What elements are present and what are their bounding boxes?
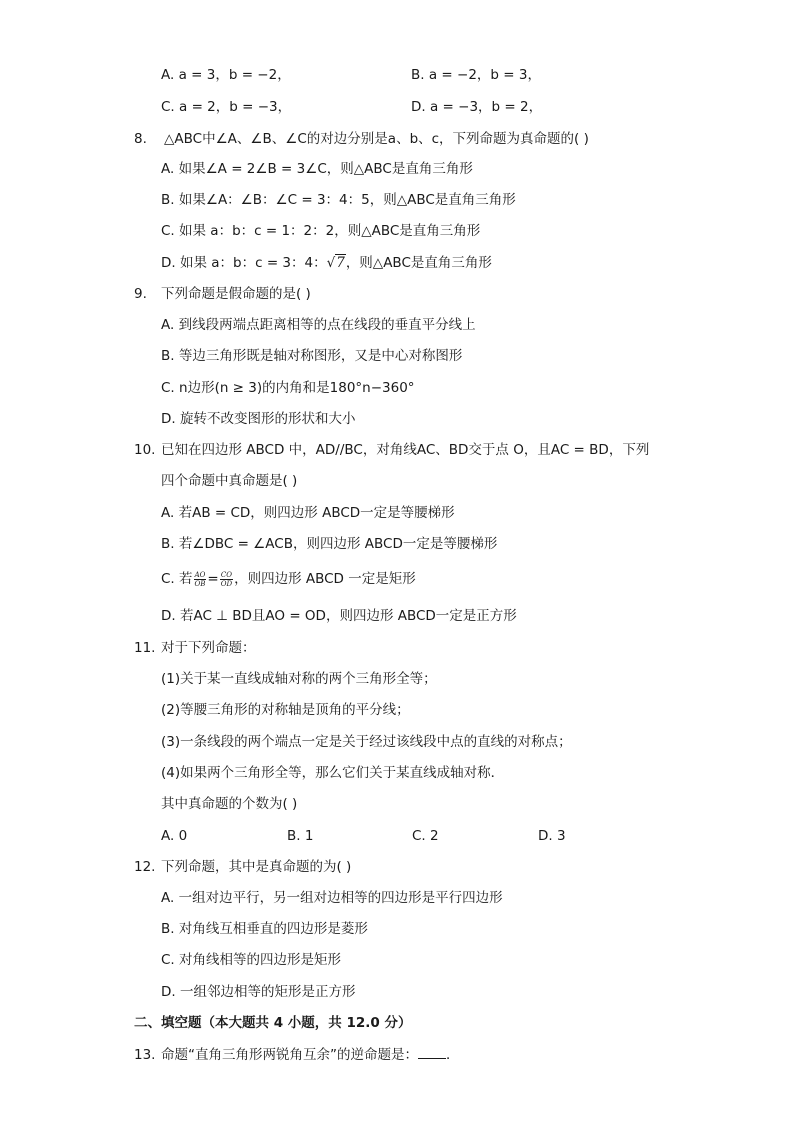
q13-stem-end: ． <box>446 1047 460 1063</box>
q9-option-b: B. 等边三角形既是轴对称图形，又是中心对称图形 <box>161 348 463 364</box>
q8-option-d-radicand: 7 <box>336 255 345 271</box>
q10-option-a: A. 若AB = CD，则四边形 ABCD一定是等腰梯形 <box>161 505 455 521</box>
q8-option-d-suffix: ，则△ABC是直角三角形 <box>345 255 492 271</box>
q11-number: 11. <box>134 640 156 656</box>
q11-statement-2: (2)等腰三角形的对称轴是顶角的平分线； <box>161 702 410 718</box>
q11-option-d: D. 3 <box>538 828 566 844</box>
q12-stem: 下列命题，其中是真命题的为( ) <box>161 859 352 875</box>
q12-number: 12. <box>134 859 156 875</box>
fraction-ao-ob <box>194 571 207 588</box>
q9-option-c: C. n边形(n ≥ 3)的内角和是180°n−360° <box>161 380 415 396</box>
q12-option-c: C. 对角线相等的四边形是矩形 <box>161 952 342 968</box>
q7-option-a: A. a = 3，b = −2， <box>161 67 291 83</box>
q7-option-d: D. a = −3，b = 2， <box>411 99 543 115</box>
q12-option-a: A. 一组对边平行，另一组对边相等的四边形是平行四边形 <box>161 890 503 906</box>
q11-option-a: A. 0 <box>161 828 188 844</box>
q11-stem: 对于下列命题： <box>161 640 256 656</box>
q8-stem: △ABC中∠A、∠B、∠C的对边分别是a、b、c，下列命题为真命题的( ) <box>164 131 589 147</box>
answer-blank <box>418 1044 446 1059</box>
q10-stem-line-1: 已知在四边形 ABCD 中，AD//BC，对角线AC、BD交于点 O，且AC = BD，下列 <box>161 442 650 458</box>
sqrt-symbol: √7 <box>326 255 345 271</box>
q8-option-d-prefix: D. 如果 a：b：c = 3：4： <box>161 255 327 271</box>
q11-statement-4: (4)如果两个三角形全等，那么它们关于某直线成轴对称． <box>161 765 505 781</box>
q9-number: 9. <box>134 286 147 302</box>
q10-stem-line-2: 四个命题中真命题是( ) <box>161 473 298 489</box>
q11-statement-1: (1)关于某一直线成轴对称的两个三角形全等； <box>161 671 437 687</box>
q11-option-c: C. 2 <box>412 828 439 844</box>
section-2-heading: 二、填空题（本大题共 4 小题，共 12.0 分） <box>134 1015 412 1031</box>
q10-option-c-prefix: C. 若 <box>161 571 193 587</box>
q8-number: 8. <box>134 131 147 147</box>
fraction-numerator: AO <box>194 570 206 579</box>
q10-number: 10. <box>134 442 156 458</box>
q8-option-b: B. 如果∠A：∠B：∠C = 3：4：5，则△ABC是直角三角形 <box>161 192 516 208</box>
q10-option-c <box>161 568 416 590</box>
q12-option-d: D. 一组邻边相等的矩形是正方形 <box>161 984 356 1000</box>
fraction-co-od <box>220 571 233 588</box>
fraction-numerator: CO <box>220 570 232 579</box>
q13-stem-text: 命题“直角三角形两锐角互余”的逆命题是： <box>161 1047 418 1063</box>
q11-ask: 其中真命题的个数为( ) <box>161 796 298 812</box>
q10-option-d: D. 若AC ⊥ BD且AO = OD，则四边形 ABCD一定是正方形 <box>161 608 517 624</box>
q13-stem <box>161 1044 460 1066</box>
q11-option-b: B. 1 <box>287 828 314 844</box>
q13-number: 13. <box>134 1047 156 1063</box>
q8-option-d <box>161 252 492 274</box>
q8-option-c: C. 如果 a：b：c = 1：2：2，则△ABC是直角三角形 <box>161 223 481 239</box>
q12-option-b: B. 对角线互相垂直的四边形是菱形 <box>161 921 368 937</box>
q8-option-a: A. 如果∠A = 2∠B = 3∠C，则△ABC是直角三角形 <box>161 161 473 177</box>
q11-statement-3: (3)一条线段的两个端点一定是关于经过该线段中点的直线的对称点； <box>161 734 572 750</box>
equals-sign: = <box>207 571 219 587</box>
q7-option-c: C. a = 2，b = −3， <box>161 99 292 115</box>
q10-option-b: B. 若∠DBC = ∠ACB，则四边形 ABCD一定是等腰梯形 <box>161 536 498 552</box>
q9-option-a: A. 到线段两端点距离相等的点在线段的垂直平分线上 <box>161 317 476 333</box>
q9-option-d: D. 旋转不改变图形的形状和大小 <box>161 411 356 427</box>
q7-option-b: B. a = −2，b = 3， <box>411 67 541 83</box>
q10-option-c-suffix: ，则四边形 ABCD 一定是矩形 <box>234 571 416 587</box>
fraction-denominator: OB <box>194 579 206 588</box>
fraction-denominator: OD <box>220 579 233 588</box>
q9-stem: 下列命题是假命题的是( ) <box>161 286 311 302</box>
